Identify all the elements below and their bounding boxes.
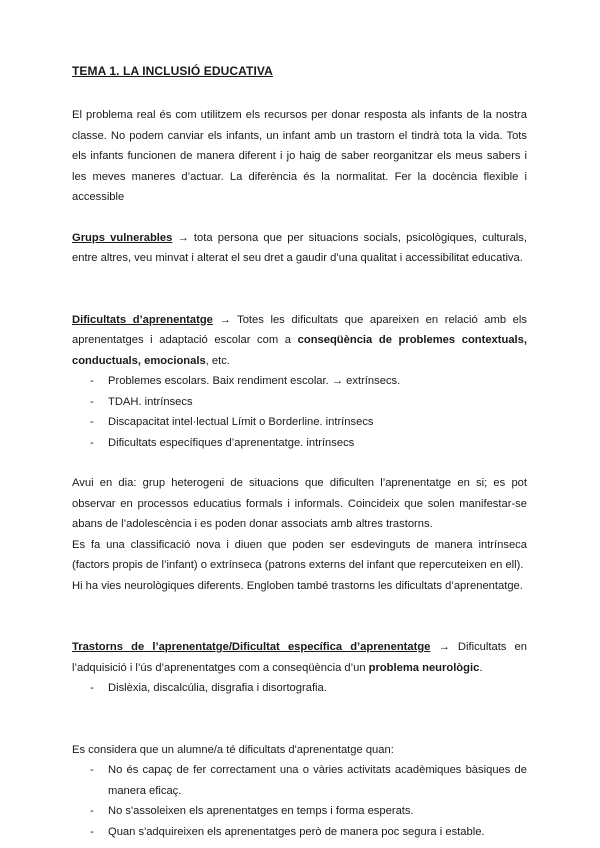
learning-difficulties-text-a: → Totes les dificultats que apareixen en relació amb els aprenentatges i adaptació escolar com a xyxy=(72,313,527,346)
dash-bullet: - xyxy=(90,416,94,428)
dash-bullet: - xyxy=(90,436,94,449)
learning-disorders-list xyxy=(72,678,527,699)
list-item: - Problemes escolars. Baix rendiment escolar. → extrínsecs. xyxy=(72,371,527,392)
list-item: - No s'assoleixen els aprenentatges en temps i forma esperats. xyxy=(72,801,527,822)
today-paragraph: Avui en dia: grup heterogeni de situacions que dificulten l’aprenentatge en si; es pot observar en processos educatius formals i informals. Coincideix que solen manifestar-se abans de l’adolescència i es poden donar associats amb altres trastorns. xyxy=(72,477,527,530)
learning-difficulties-bold: conseqüència de problemes contextuals, conductuals, emocionals xyxy=(72,334,527,367)
learning-disorders-text-b: . xyxy=(479,661,483,674)
learning-disorders-term: Trastorns de l’aprenentatge/Dificultat específica d’aprenentatge xyxy=(72,641,431,653)
dash-bullet: - xyxy=(90,395,94,408)
vulnerable-groups-text: → tota persona que per situacions socials, psicològiques, culturals, entre altres, veu minvat i alterat el seu dret a gaudir d’una qualitat i accessibilitat educativa. xyxy=(72,231,527,264)
list-item: - Dislèxia, discalcúlia, disgrafia i disortografia. xyxy=(72,678,527,699)
dash-bullet: - xyxy=(90,764,94,776)
dash-bullet: - xyxy=(90,682,94,694)
list-item: - No és capaç de fer correctament una o vàries activitats acadèmiques bàsiques de manera eficaç. xyxy=(72,760,527,801)
dash-bullet: - xyxy=(90,375,94,387)
learning-disorders-paragraph xyxy=(72,637,527,678)
classification-paragraph: Es fa una classificació nova i diuen que poden ser esdevinguts de manera intrínseca (factors propis de l’infant) o extrínseca (patrons externs del infant que repercuteixen en ell). xyxy=(72,538,527,571)
page-title: TEMA 1. LA INCLUSIÓ EDUCATIVA xyxy=(72,64,273,78)
dash-bullet: - xyxy=(90,805,94,817)
vulnerable-groups-paragraph xyxy=(72,228,527,269)
list-item: - Discapacitat intel·lectual Límit o Borderline. intrínsecs xyxy=(72,412,527,433)
learning-difficulties-paragraph xyxy=(72,310,527,372)
list-item: - TDAH. intrínsecs xyxy=(72,392,527,413)
learning-difficulties-term: Dificultats d’aprenentatge xyxy=(72,313,213,326)
dash-bullet: - xyxy=(90,825,94,838)
vulnerable-groups-term: Grups vulnerables xyxy=(72,231,173,244)
list-item: - Dificultats específiques d’aprenentatge. intrínsecs xyxy=(72,433,527,454)
list-item: - Quan s'adquireixen els aprenentatges però de manera poc segura i estable. xyxy=(72,822,527,843)
learning-difficulties-text-b: , etc. xyxy=(205,354,230,367)
document-page xyxy=(72,64,527,842)
intro-paragraph: El problema real és com utilitzem els recursos per donar resposta als infants de la nostra classe. No podem canviar els infants, un infant amb un trastorn el tindrà tota la vida. Tots els infants funcionen de manera diferent i jo haig de saber reorganitzar els meus sabers i les meves maneres d’actuar. La diferència és la normalitat. Fer la docència flexible i accessible xyxy=(72,109,527,203)
learning-disorders-text-a: → Dificultats en l’adquisició i l’ús d’aprenentatges com a conseqüència d’un xyxy=(72,641,528,674)
learning-difficulties-list xyxy=(72,371,527,453)
neurological-paths-paragraph: Hi ha vies neurològiques diferents. Engloben també trastorns les dificultats d’aprenentatge. xyxy=(72,579,523,592)
criteria-lead: Es considera que un alumne/a té dificultats d'aprenentatge quan: xyxy=(72,743,394,756)
criteria-list xyxy=(72,760,527,842)
learning-disorders-bold: problema neurològic xyxy=(368,661,480,674)
